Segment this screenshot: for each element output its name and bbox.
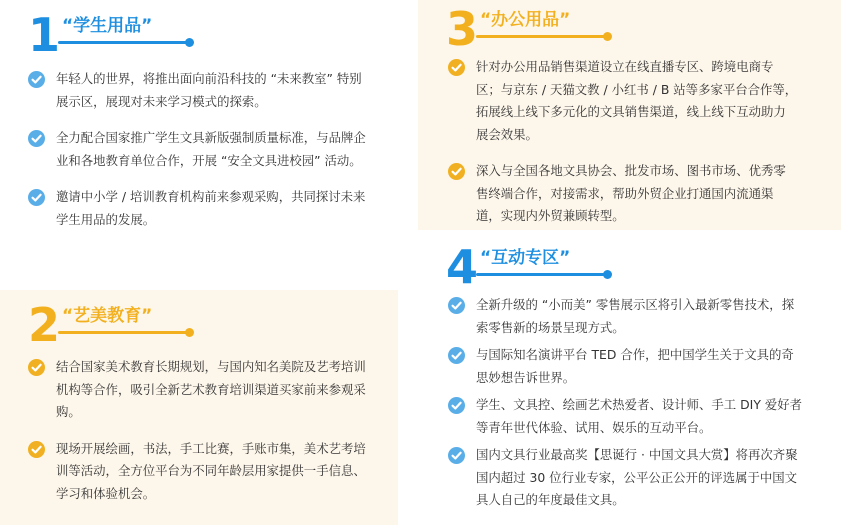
list-item — [448, 444, 803, 512]
item-text: 与国际知名演讲平台 TED 合作，把中国学生关于文具的奇思妙想告诉世界。 — [476, 347, 794, 385]
item-text: 年轻人的世界，将推出面向前沿科技的 “未来教室” 特别展示区，展现对未来学习模式的探索。 — [56, 71, 362, 109]
item-text: 学生、文具控、绘画艺术热爱者、设计师、手工 DIY 爱好者等青年世代体验、试用、娱乐的互动平台。 — [476, 397, 803, 435]
section-header — [446, 240, 646, 294]
section-underline — [58, 331, 188, 334]
list-item — [448, 160, 798, 228]
section-title: “艺美教育” — [62, 306, 153, 326]
item-text: 邀请中小学 / 培训教育机构前来参观采购，共同探讨未来学生用品的发展。 — [56, 189, 366, 227]
list-item — [28, 127, 373, 172]
item-list — [448, 294, 803, 512]
section-underline — [58, 41, 188, 44]
section-underline-dot — [185, 38, 194, 47]
check-circle-icon — [448, 397, 465, 414]
list-item — [28, 438, 378, 506]
item-text: 全力配合国家推广学生文具新版强制质量标准，与品牌企业和各地教育单位合作，开展 “安全文具进校园” 活动。 — [56, 130, 366, 168]
section-title: “学生用品” — [62, 16, 153, 36]
section-title: “办公用品” — [480, 10, 571, 30]
check-circle-icon — [448, 297, 465, 314]
list-item — [448, 56, 798, 146]
section-art-education — [0, 290, 398, 525]
list-item — [448, 294, 803, 339]
check-circle-icon — [28, 130, 45, 147]
section-office-supplies — [418, 0, 841, 230]
check-circle-icon — [28, 71, 45, 88]
section-underline — [476, 273, 606, 276]
list-item — [448, 394, 803, 439]
item-text: 现场开展绘画，书法，手工比赛，手账市集，美术艺考培训等活动，全方位平台为不同年龄层用家提供一手信息、学习和体验机会。 — [56, 440, 366, 501]
check-circle-icon — [28, 359, 45, 376]
item-text: 全新升级的 “小而美” 零售展示区将引入最新零售技术，探索零售新的场景呈现方式。 — [476, 297, 795, 335]
section-number: 3 — [446, 2, 477, 56]
check-circle-icon — [28, 189, 45, 206]
check-circle-icon — [448, 163, 465, 180]
section-interactive-zone — [418, 230, 841, 525]
section-header — [28, 298, 228, 352]
section-header — [28, 8, 228, 62]
item-text: 国内文具行业最高奖【思诞行 · 中国文具大赏】将再次齐聚国内超过 30 位行业专家，公平公正公开的评选属于中国文具人自己的年度最佳文具。 — [476, 447, 798, 507]
check-circle-icon — [448, 59, 465, 76]
section-header — [446, 2, 646, 56]
list-item — [28, 68, 373, 113]
item-list — [448, 56, 798, 228]
section-underline — [476, 35, 606, 38]
item-text: 针对办公用品销售渠道设立在线直播专区、跨境电商专区；与京东 / 天猫文教 / 小红书 / B 站等多家平台合作等，拓展线上线下多元化的文具销售渠道，线上线下互动助力展会效果。 — [476, 59, 798, 142]
section-title: “互动专区” — [480, 248, 571, 268]
section-number: 1 — [28, 8, 59, 62]
section-student-supplies — [0, 0, 398, 290]
item-list — [28, 68, 373, 231]
check-circle-icon — [28, 441, 45, 458]
list-item — [28, 356, 378, 424]
list-item — [448, 344, 803, 389]
section-number: 2 — [28, 298, 59, 352]
section-underline-dot — [603, 32, 612, 41]
item-text: 结合国家美术教育长期规划，与国内知名美院及艺考培训机构等合作，吸引全新艺术教育培训渠道买家前来参观采购。 — [56, 359, 366, 419]
check-circle-icon — [448, 447, 465, 464]
item-text: 深入与全国各地文具协会、批发市场、图书市场、优秀零售终端合作，对接需求，帮助外贸企业打通国内流通渠道，实现内外贸兼顾转型。 — [476, 163, 786, 223]
item-list — [28, 356, 378, 505]
check-circle-icon — [448, 347, 465, 364]
section-number: 4 — [446, 240, 477, 294]
section-underline-dot — [603, 270, 612, 279]
list-item — [28, 186, 373, 231]
section-underline-dot — [185, 328, 194, 337]
